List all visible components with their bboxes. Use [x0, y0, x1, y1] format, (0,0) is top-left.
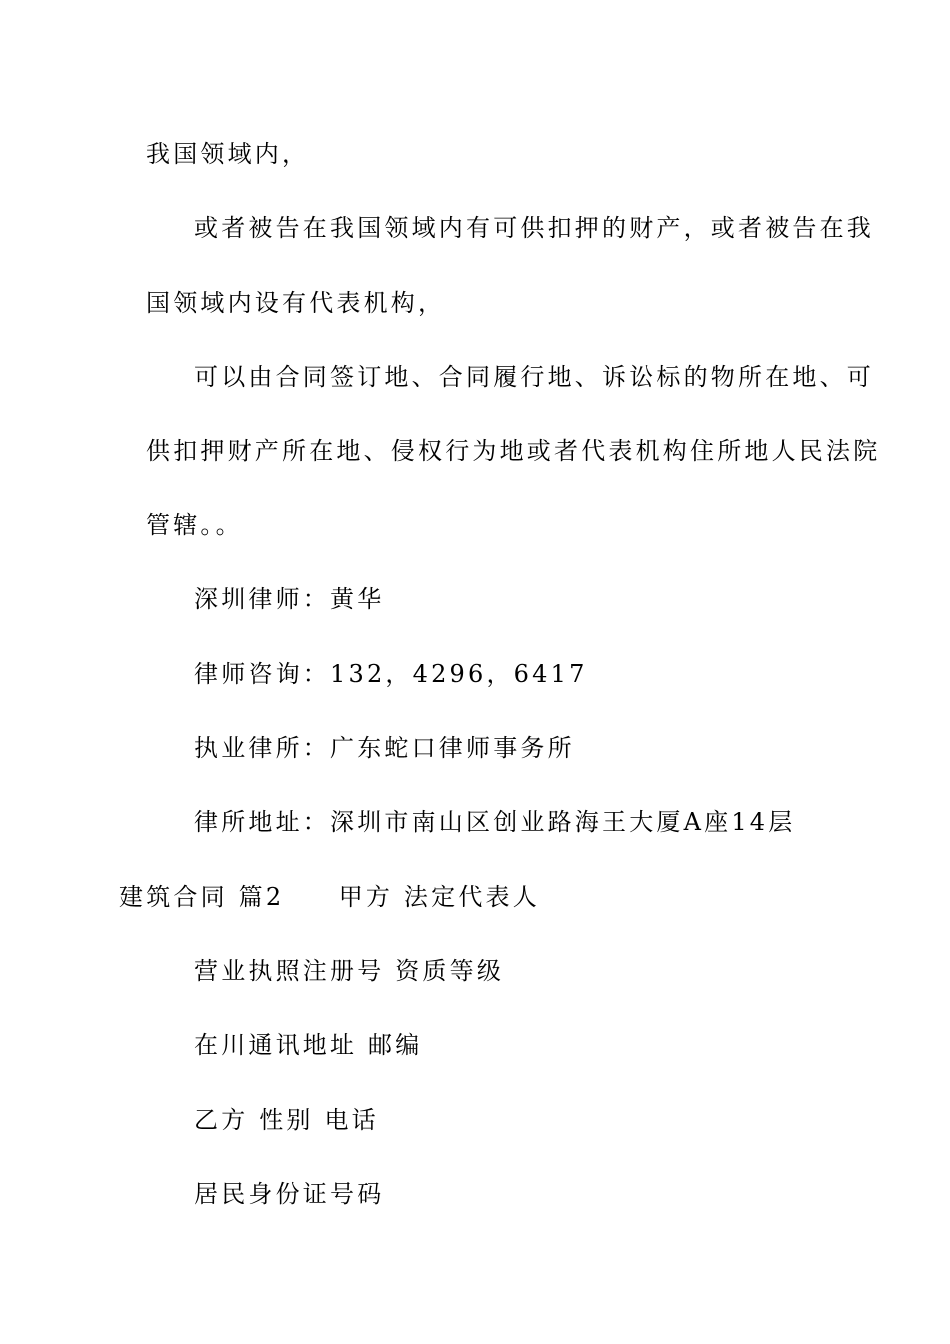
- text-line: 营业执照注册号 资质等级: [194, 957, 505, 985]
- law-firm-address: 律所地址：深圳市南山区创业路海王大厦A座14层: [194, 808, 796, 836]
- text-line: 国领域内设有代表机构，: [146, 289, 446, 317]
- lawyer-name: 深圳律师：黄华: [194, 585, 385, 613]
- text-line: 可以由合同签订地、合同履行地、诉讼标的物所在地、可: [194, 363, 874, 391]
- lawyer-phone: 律师咨询：132，4296，6417: [194, 660, 588, 688]
- text-line: 乙方 性别 电话: [194, 1106, 379, 1134]
- section-heading: 建筑合同 篇2 甲方 法定代表人: [119, 883, 540, 911]
- text-line: 或者被告在我国领域内有可供扣押的财产，或者被告在我: [194, 214, 874, 242]
- text-line: 管辖。。: [146, 511, 243, 539]
- text-line: 供扣押财产所在地、侵权行为地或者代表机构住所地人民法院: [146, 437, 881, 465]
- text-line: 在川通讯地址 邮编: [194, 1031, 423, 1059]
- text-line: 居民身份证号码: [194, 1180, 385, 1208]
- law-firm: 执业律所：广东蛇口律师事务所: [194, 734, 575, 762]
- text-line: 我国领域内，: [146, 140, 310, 168]
